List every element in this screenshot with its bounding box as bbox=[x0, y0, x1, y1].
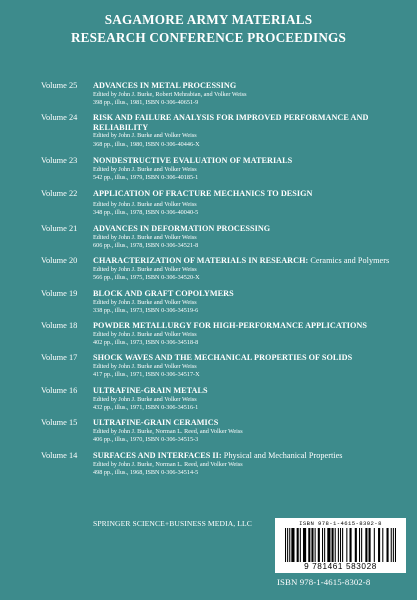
volume-title: POWDER METALLURGY FOR HIGH-PERFORMANCE APPLICATIONS bbox=[93, 321, 367, 330]
volume-info: 348 pp., illus., 1978, ISBN 0-306-40040-5 bbox=[93, 209, 199, 216]
barcode-bar bbox=[297, 528, 299, 562]
volume-editors: Edited by John J. Burke and Volker Weiss bbox=[93, 330, 197, 338]
volume-number: Volume 25 bbox=[41, 81, 78, 90]
volume-title: NONDESTRUCTIVE EVALUATION OF MATERIALS bbox=[93, 156, 293, 165]
barcode-bar bbox=[369, 528, 371, 562]
volume-title: SURFACES AND INTERFACES II: Physical and Mechanical Properties bbox=[93, 451, 343, 460]
volume-editors: Edited by John J. Burke and Volker Weiss bbox=[93, 298, 197, 306]
barcode-bar bbox=[391, 528, 392, 562]
barcode-number: 9 781461 583028 bbox=[304, 562, 377, 571]
volume-info: 417 pp., illus., 1971, ISBN 0-306-34517-X bbox=[93, 371, 200, 378]
volume-title: ULTRAFINE-GRAIN CERAMICS bbox=[93, 418, 219, 427]
barcode-bar bbox=[359, 528, 360, 562]
volume-info: 542 pp., illus., 1979, ISBN 0-306-40185-1 bbox=[93, 174, 199, 181]
volume-number: Volume 14 bbox=[41, 451, 78, 460]
barcode-bar bbox=[338, 528, 339, 562]
volume-editors: Edited by John J. Burke and Volker Weiss bbox=[93, 362, 197, 370]
volume-editors: Edited by John J. Burke, Robert Mehrabian, and Volker Weiss bbox=[93, 90, 247, 98]
barcode-bar bbox=[308, 528, 310, 562]
volume-number: Volume 15 bbox=[41, 418, 78, 427]
volume-editors: Edited by John J. Burke and Volker Weiss bbox=[93, 265, 197, 273]
barcode-bar bbox=[335, 528, 336, 562]
barcode-bar bbox=[342, 528, 343, 562]
volume-info: 402 pp., illus., 1973, ISBN 0-306-34518-8 bbox=[93, 339, 199, 346]
volume-number: Volume 24 bbox=[41, 113, 78, 122]
volume-editors: Edited by John J. Burke and Volker Weiss bbox=[93, 132, 197, 140]
barcode bbox=[275, 518, 406, 573]
volume-info: 398 pp., illus., 1981, ISBN 0-306-40651-9 bbox=[93, 99, 199, 106]
barcode-bar bbox=[386, 528, 388, 562]
volume-number: Volume 16 bbox=[41, 386, 78, 395]
volume-editors: Edited by John J. Burke, Norman L. Reed, and Volker Weiss bbox=[93, 427, 243, 435]
barcode-isbn-label: ISBN 978-1-4615-8302-8 bbox=[299, 520, 382, 527]
volume-title: ADVANCES IN METAL PROCESSING bbox=[93, 81, 237, 90]
volume-editors: Edited by John J. Burke and Volker Weiss bbox=[93, 200, 197, 208]
volume-info: 368 pp., illus., 1980, ISBN 0-306-40446-X bbox=[93, 140, 200, 148]
barcode-bar bbox=[349, 528, 351, 562]
barcode-bar bbox=[300, 528, 301, 562]
barcode-bar bbox=[346, 528, 347, 562]
volume-number: Volume 20 bbox=[41, 256, 78, 265]
volume-editors: Edited by John J. Burke and Volker Weiss bbox=[93, 395, 197, 403]
volume-number: Volume 21 bbox=[41, 224, 78, 233]
barcode-bar bbox=[322, 528, 323, 562]
volume-number: Volume 18 bbox=[41, 321, 78, 330]
barcode-bar bbox=[291, 528, 294, 562]
volume-info: 338 pp., illus., 1973, ISBN 0-306-34519-6 bbox=[93, 307, 199, 314]
volume-number: Volume 23 bbox=[41, 156, 78, 165]
barcode-bar bbox=[361, 528, 362, 562]
volume-title: APPLICATION OF FRACTURE MECHANICS TO DESIGN bbox=[93, 189, 313, 198]
series-title-line-2: RESEARCH CONFERENCE PROCEEDINGS bbox=[70, 30, 347, 45]
volume-info: 606 pp., illus., 1978, ISBN 0-306-34521-8 bbox=[93, 242, 199, 249]
barcode-bar bbox=[327, 528, 330, 562]
series-title-line-1: SAGAMORE ARMY MATERIALS bbox=[104, 12, 313, 27]
barcode-bar bbox=[303, 528, 306, 562]
barcode-bar bbox=[324, 528, 325, 562]
volume-info: 432 pp., illus., 1971, ISBN 0-306-34516-1 bbox=[93, 404, 199, 411]
barcode-bar bbox=[318, 528, 320, 562]
barcode-bar bbox=[340, 528, 341, 562]
barcode-bar bbox=[311, 528, 313, 562]
volume-title: CHARACTERIZATION OF MATERIALS IN RESEARCH: Ceramics and Polymers bbox=[93, 256, 390, 265]
volume-title: ULTRAFINE-GRAIN METALS bbox=[93, 386, 208, 395]
isbn-number: ISBN 978-1-4615-8302-8 bbox=[277, 577, 371, 587]
barcode-bar bbox=[378, 528, 380, 562]
barcode-bars bbox=[285, 528, 396, 562]
barcode-bar bbox=[374, 528, 375, 562]
barcode-bar bbox=[382, 528, 383, 562]
volume-info: 498 pp., illus., 1968, ISBN 0-306-34514-5 bbox=[93, 469, 199, 476]
barcode-bar bbox=[285, 528, 286, 562]
volume-number: Volume 19 bbox=[41, 289, 78, 298]
barcode-bar bbox=[365, 528, 367, 562]
barcode-bar bbox=[315, 528, 316, 562]
volume-title: BLOCK AND GRAFT COPOLYMERS bbox=[93, 289, 234, 298]
volume-editors: Edited by John J. Burke and Volker Weiss bbox=[93, 165, 197, 173]
barcode-bar bbox=[332, 528, 334, 562]
barcode-bar bbox=[287, 528, 288, 562]
volume-editors: Edited by John J. Burke and Volker Weiss bbox=[93, 233, 197, 241]
volume-editors: Edited by John J. Burke, Norman L. Reed, and Volker Weiss bbox=[93, 460, 243, 468]
volume-info: 406 pp., illus., 1970, ISBN 0-306-34515-3 bbox=[93, 436, 199, 443]
volume-number: Volume 22 bbox=[41, 189, 78, 198]
barcode-bar bbox=[355, 528, 357, 562]
volume-number: Volume 17 bbox=[41, 353, 78, 362]
volume-info: 566 pp., illus., 1975, ISBN 0-306-34520-X bbox=[93, 274, 200, 281]
barcode-bar bbox=[395, 528, 396, 562]
volume-title: SHOCK WAVES AND THE MECHANICAL PROPERTIES OF SOLIDS bbox=[93, 353, 353, 362]
volume-title: ADVANCES IN DEFORMATION PROCESSING bbox=[93, 224, 271, 233]
publisher-name: SPRINGER SCIENCE+BUSINESS MEDIA, LLC bbox=[93, 519, 252, 528]
barcode-bar bbox=[289, 528, 290, 562]
barcode-bar bbox=[393, 528, 394, 562]
volume-title: RISK AND FAILURE ANALYSIS FOR IMPROVED PERFORMANCE AND RELIABILITY bbox=[93, 113, 369, 132]
